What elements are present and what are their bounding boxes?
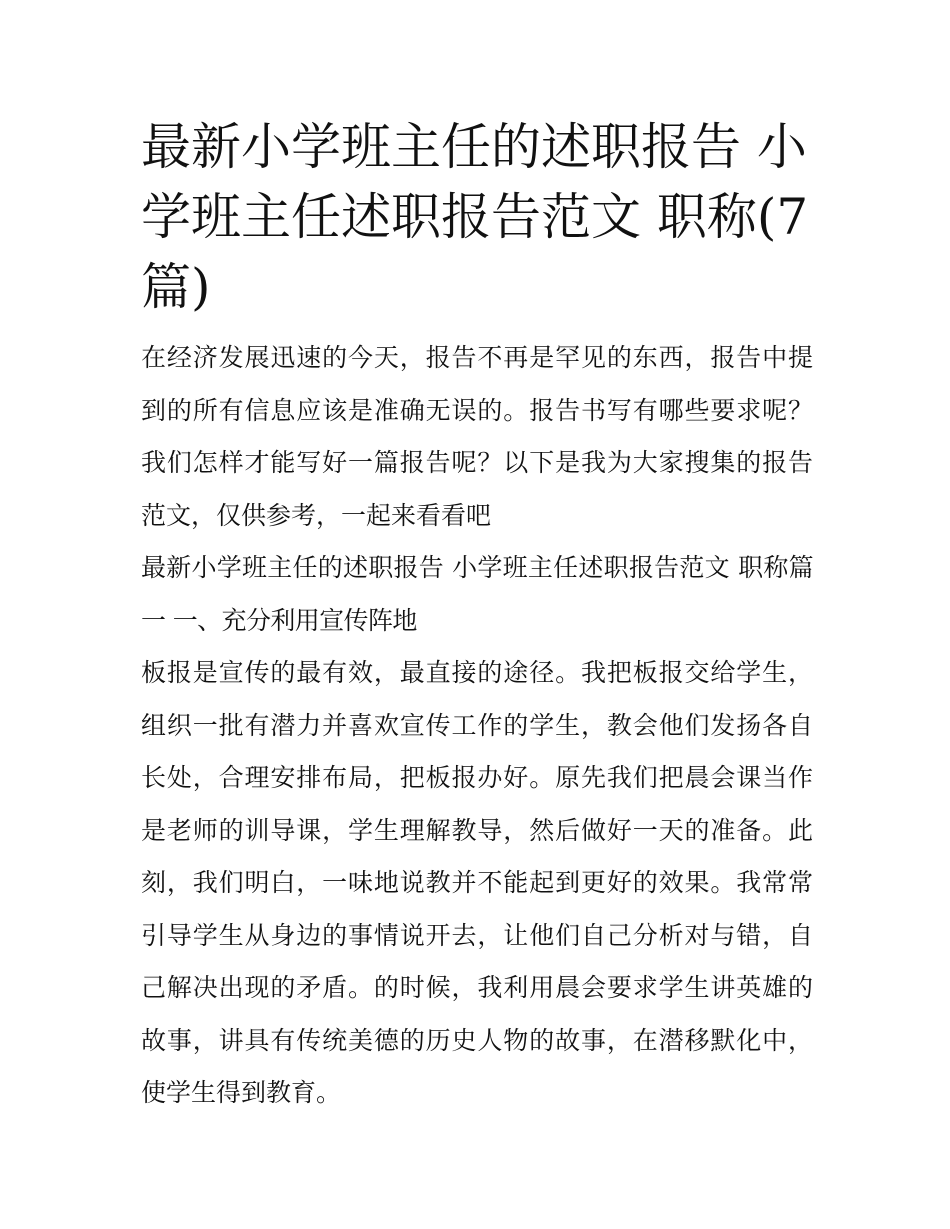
document-content: [141, 112, 813, 1120]
intro-paragraph: 在经济发展迅速的今天，报告不再是罕见的东西，报告中提到的所有信息应该是准确无误的。报告书写有哪些要求呢？我们怎样才能写好一篇报告呢？以下是我为大家搜集的报告范文，仅供参考，一起来看看吧: [141, 343, 813, 530]
body-paragraph: 板报是宣传的最有效，最直接的途径。我把板报交给学生，组织一批有潜力并喜欢宣传工作的学生，教会他们发扬各自长处，合理安排布局，把板报办好。原先我们把晨会课当作是老师的训导课，学生理解教导，然后做好一天的准备。此刻，我们明白，一味地说教并不能起到更好的效果。我常常引导学生从身边的事情说开去，让他们自己分析对与错，自己解决出现的矛盾。的时候，我利用晨会要求学生讲英雄的故事，讲具有传统美德的历史人物的故事，在潜移默化中，使学生得到教育。: [141, 658, 813, 1107]
section-heading: 最新小学班主任的述职报告 小学班主任述职报告范文 职称篇一 一、充分利用宣传阵地: [141, 553, 813, 635]
document-title: 最新小学班主任的述职报告 小学班主任述职报告范文 职称(7篇): [141, 118, 809, 316]
